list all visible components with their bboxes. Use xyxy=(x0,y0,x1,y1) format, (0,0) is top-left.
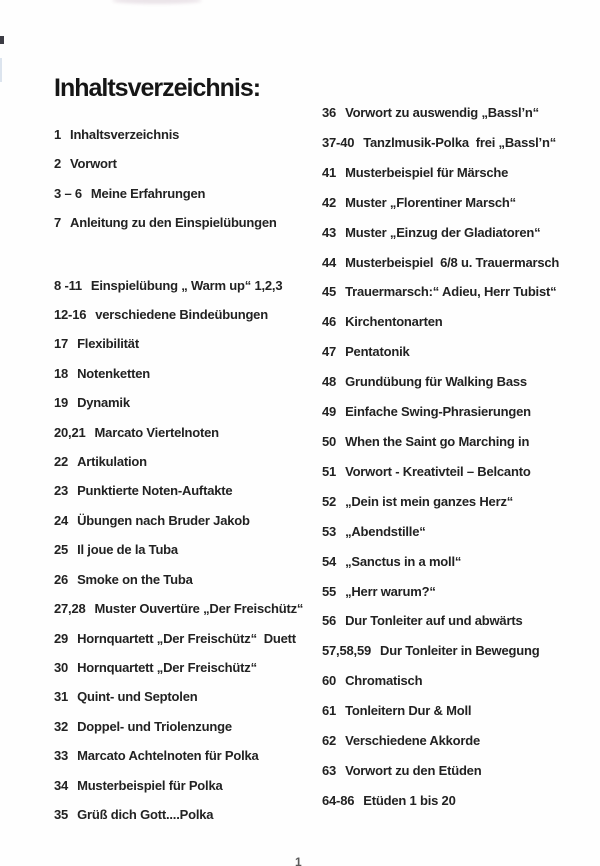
toc-entry xyxy=(322,636,559,666)
toc-page-numbers: 1 xyxy=(54,127,62,142)
toc-entry xyxy=(322,158,559,188)
toc-page-numbers: 48 xyxy=(322,374,337,390)
toc-entry-label: Muster „Florentiner Marsch“ xyxy=(345,194,516,210)
toc-entry-label: Chromatisch xyxy=(345,673,423,689)
toc-entry-label: Doppel- und Triolenzunge xyxy=(77,718,232,734)
toc-entry-label: Verschiedene Akkorde xyxy=(345,733,481,749)
toc-page-numbers: 47 xyxy=(322,344,337,360)
toc-page-numbers: 22 xyxy=(54,454,69,470)
toc-entry-label: „Dein ist mein ganzes Herz“ xyxy=(345,493,514,509)
toc-entry xyxy=(322,786,559,816)
toc-entry-label: Übungen nach Bruder Jakob xyxy=(77,512,250,528)
toc-column-right xyxy=(322,98,559,816)
toc-entry xyxy=(54,653,303,682)
toc-page-numbers: 64-86 xyxy=(322,792,355,808)
toc-entry-label: Grundübung für Walking Bass xyxy=(345,374,527,390)
toc-entry-label: Notenketten xyxy=(77,365,150,381)
toc-page-numbers: 23 xyxy=(54,483,69,499)
toc-entry xyxy=(54,208,303,237)
toc-entry xyxy=(54,682,303,711)
toc-entry xyxy=(54,271,303,300)
toc-entry-label: Pentatonik xyxy=(345,344,410,360)
toc-entry xyxy=(54,565,303,594)
toc-page-numbers: 56 xyxy=(322,613,337,629)
toc-entry-label: Vorwort zu den Etüden xyxy=(345,762,482,778)
toc-page-numbers: 24 xyxy=(54,512,69,528)
footer-page-number: 1 xyxy=(295,855,302,866)
toc-page-numbers: 3 – 6 xyxy=(54,185,82,201)
toc-page-numbers: 52 xyxy=(322,493,337,509)
toc-page-numbers: 17 xyxy=(54,336,69,352)
toc-entry xyxy=(54,179,303,208)
toc-entry xyxy=(54,594,303,623)
toc-page-numbers: 42 xyxy=(322,194,337,210)
toc-entry xyxy=(54,329,303,358)
toc-entry xyxy=(322,218,559,248)
toc-entry-label: Musterbeispiel 6/8 u. Trauermarsch xyxy=(345,254,560,270)
toc-entry xyxy=(322,277,559,307)
toc-entry xyxy=(54,120,303,149)
toc-entry xyxy=(322,666,559,696)
toc-entry-label: Dur Tonleiter in Bewegung xyxy=(380,643,540,659)
toc-page-numbers: 31 xyxy=(54,689,69,705)
toc-entry-label: Trauermarsch:“ Adieu, Herr Tubist“ xyxy=(345,284,557,300)
scan-artifact-left-streak xyxy=(0,58,2,82)
toc-entry-label: „Sanctus in a moll“ xyxy=(345,553,462,569)
toc-entry-label: verschiedene Bindeübungen xyxy=(95,307,268,323)
toc-page-numbers: 34 xyxy=(54,777,69,793)
toc-page-numbers: 7 xyxy=(54,215,62,231)
toc-page-numbers: 63 xyxy=(322,762,337,778)
toc-entry xyxy=(322,756,559,786)
toc-entry xyxy=(322,547,559,577)
toc-entry xyxy=(54,149,303,178)
toc-page-numbers: 60 xyxy=(322,673,337,689)
toc-entry-label: Artikulation xyxy=(77,454,147,470)
toc-entry xyxy=(54,624,303,653)
toc-entry xyxy=(322,487,559,517)
toc-page-numbers: 20,21 xyxy=(54,424,86,440)
toc-entry-label: Einspielübung „ Warm up“ 1,2,3 xyxy=(90,277,283,293)
toc-entry xyxy=(54,535,303,564)
toc-entry-label: Smoke on the Tuba xyxy=(77,571,193,587)
scan-artifact-left-mark xyxy=(0,36,4,44)
toc-entry xyxy=(54,771,303,800)
toc-entry-label: Kirchentonarten xyxy=(345,314,443,330)
toc-page-numbers: 62 xyxy=(322,733,337,749)
toc-entry xyxy=(322,427,559,457)
toc-page-numbers: 26 xyxy=(54,571,69,587)
toc-entry xyxy=(322,726,559,756)
toc-entry-label: Etüden 1 bis 20 xyxy=(363,792,456,808)
toc-page-numbers: 61 xyxy=(322,703,337,719)
toc-page-numbers: 30 xyxy=(54,659,69,675)
toc-page-numbers: 54 xyxy=(322,553,337,569)
toc-entry-label: „Abendstille“ xyxy=(345,523,426,539)
toc-entry-label: Flexibilität xyxy=(77,336,139,352)
toc-page-numbers: 51 xyxy=(322,463,337,479)
toc-entry-label: Vorwort zu auswendig „Bassl’n“ xyxy=(345,105,539,120)
toc-column-left xyxy=(54,120,303,829)
toc-entry-label: Marcato Viertelnoten xyxy=(94,424,219,440)
toc-entry-label: Muster „Einzug der Gladiatoren“ xyxy=(345,224,541,240)
toc-page-numbers: 27,28 xyxy=(54,601,86,617)
toc-entry xyxy=(54,476,303,505)
toc-entry-label: When the Saint go Marching in xyxy=(345,433,530,449)
toc-entry-label: Vorwort xyxy=(70,156,117,172)
toc-entry xyxy=(322,517,559,547)
toc-page-numbers: 57,58,59 xyxy=(322,643,372,659)
toc-page-numbers: 35 xyxy=(54,806,69,822)
toc-entry-label: Muster Ouvertüre „Der Freischütz“ xyxy=(94,601,304,617)
toc-entry xyxy=(54,712,303,741)
toc-entry xyxy=(322,98,559,128)
toc-entry-label: Tonleitern Dur & Moll xyxy=(345,703,472,719)
toc-entry xyxy=(54,741,303,770)
toc-entry xyxy=(322,188,559,218)
toc-entry xyxy=(322,248,559,278)
toc-entry-label: Musterbeispiel für Polka xyxy=(77,777,223,793)
toc-page-numbers: 43 xyxy=(322,224,337,240)
toc-entry xyxy=(322,606,559,636)
toc-page-numbers: 12-16 xyxy=(54,307,87,323)
toc-entry xyxy=(322,307,559,337)
toc-entry-label: Il joue de la Tuba xyxy=(77,542,178,558)
toc-page-numbers: 8 -11 xyxy=(54,277,82,293)
toc-entry xyxy=(322,577,559,607)
toc-entry xyxy=(54,359,303,388)
toc-entry-label: Hornquartett „Der Freischütz“ xyxy=(77,659,257,675)
toc-entry-label: Marcato Achtelnoten für Polka xyxy=(77,748,259,764)
toc-entry xyxy=(54,300,303,329)
toc-page-numbers: 25 xyxy=(54,542,69,558)
toc-entry xyxy=(54,447,303,476)
toc-page-numbers: 32 xyxy=(54,718,69,734)
toc-page-numbers: 45 xyxy=(322,284,337,300)
toc-page-numbers: 44 xyxy=(322,254,337,270)
toc-entry xyxy=(322,457,559,487)
toc-entry-label: Einfache Swing-Phrasierungen xyxy=(345,404,531,420)
toc-entry xyxy=(54,800,303,829)
toc-entry-label: Inhaltsverzeichnis xyxy=(70,127,180,142)
toc-entry-label: Hornquartett „Der Freischütz“ Duett xyxy=(77,630,296,646)
toc-entry-label: Punktierte Noten-Auftakte xyxy=(77,483,233,499)
toc-page-numbers: 29 xyxy=(54,630,69,646)
toc-entry-label: Musterbeispiel für Märsche xyxy=(345,164,509,180)
scan-artifact-top-smudge xyxy=(112,0,202,4)
toc-entry-label: „Herr warum?“ xyxy=(345,583,436,599)
toc-page-numbers: 33 xyxy=(54,748,69,764)
toc-page-numbers: 55 xyxy=(322,583,337,599)
toc-page-numbers: 53 xyxy=(322,523,337,539)
toc-entry xyxy=(322,337,559,367)
toc-entry xyxy=(54,388,303,417)
toc-entry-label: Tanzlmusik-Polka frei „Bassl’n“ xyxy=(363,134,557,150)
toc-entry-label: Dur Tonleiter auf und abwärts xyxy=(345,613,523,629)
toc-page-numbers: 49 xyxy=(322,404,337,420)
toc-entry-label: Anleitung zu den Einspielübungen xyxy=(70,215,277,231)
toc-page-numbers: 36 xyxy=(322,105,337,120)
toc-entry-label: Vorwort - Kreativteil – Belcanto xyxy=(345,463,531,479)
toc-entry xyxy=(322,397,559,427)
toc-entry xyxy=(54,418,303,447)
toc-page-numbers: 46 xyxy=(322,314,337,330)
toc-entry xyxy=(322,128,559,158)
toc-page-numbers: 2 xyxy=(54,156,62,172)
toc-page-numbers: 19 xyxy=(54,395,69,411)
toc-entry-label: Meine Erfahrungen xyxy=(90,185,206,201)
toc-entry xyxy=(54,506,303,535)
toc-entry-label: Quint- und Septolen xyxy=(77,689,198,705)
toc-page-numbers: 18 xyxy=(54,365,69,381)
toc-entry-label: Grüß dich Gott....Polka xyxy=(77,806,214,822)
toc-page-numbers: 37-40 xyxy=(322,134,355,150)
toc-entry-label: Dynamik xyxy=(77,395,130,411)
toc-entry xyxy=(322,696,559,726)
toc-page-numbers: 41 xyxy=(322,164,337,180)
toc-entry xyxy=(322,367,559,397)
toc-page-numbers: 50 xyxy=(322,433,337,449)
page-title: Inhaltsverzeichnis: xyxy=(54,74,261,102)
